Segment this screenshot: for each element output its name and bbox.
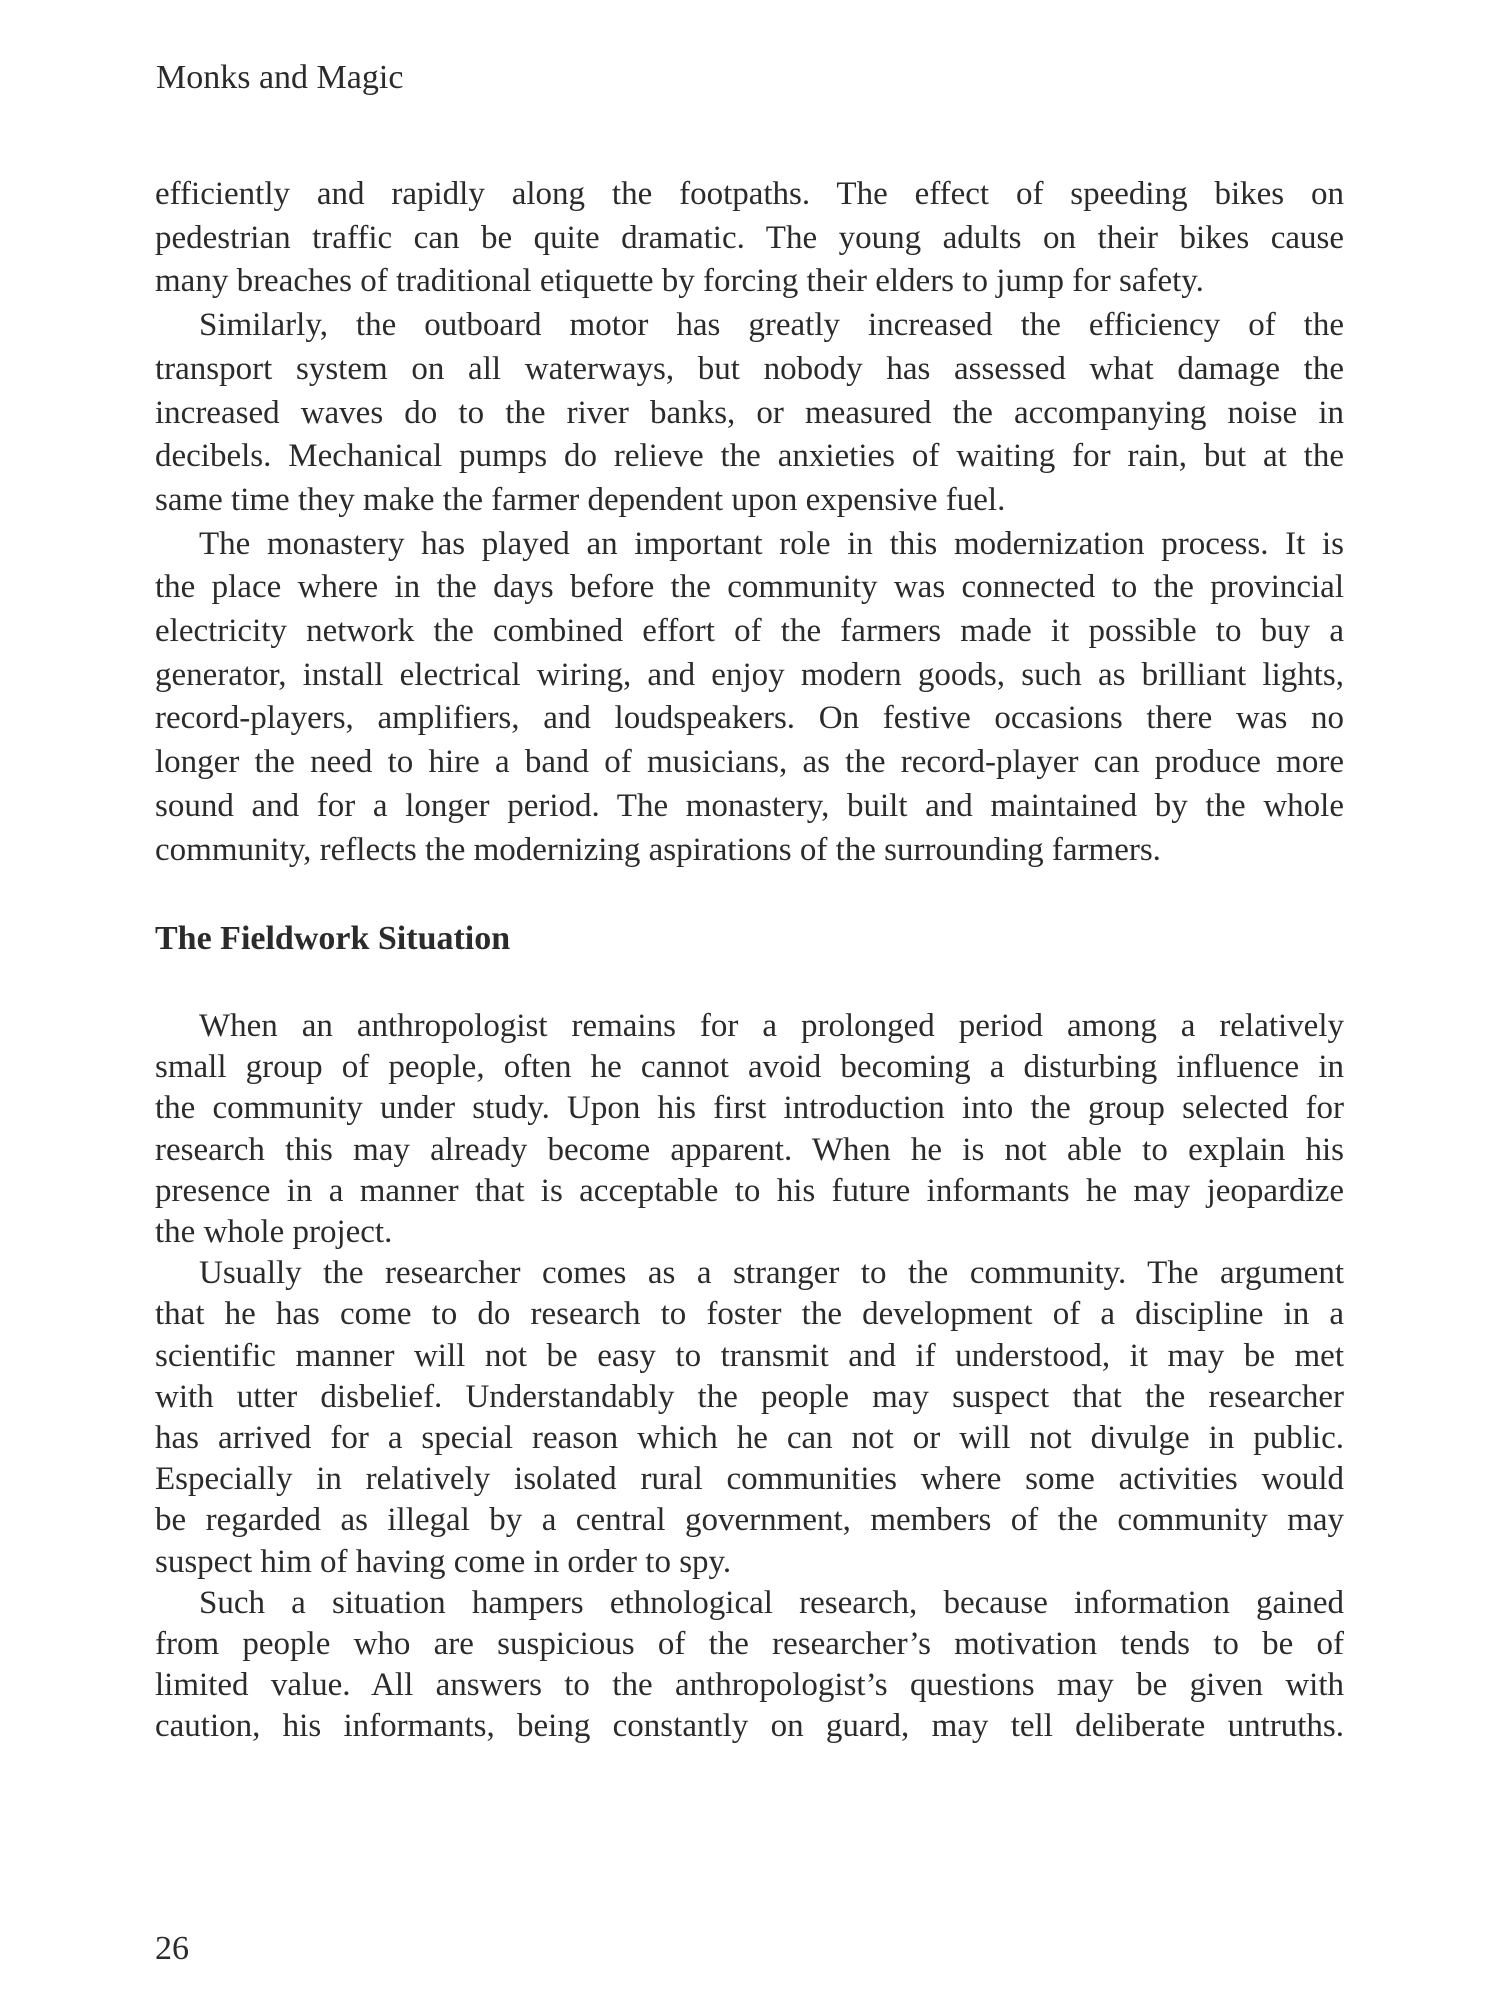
text-line: When an anthropologist remains for a prolonged period among a relatively <box>199 1008 1344 1044</box>
text-line: electricity network the combined effort of the farmers made it possible to buy a <box>155 613 1344 650</box>
text-line: longer the need to hire a band of musicians, as the record-player can produce more <box>155 744 1344 781</box>
text-line: small group of people, often he cannot avoid becoming a disturbing influence in <box>155 1049 1344 1086</box>
body-text-section-1 <box>155 173 1344 872</box>
text-line: record-players, amplifiers, and loudspeakers. On festive occasions there was no <box>155 700 1344 737</box>
paragraph <box>155 173 1344 304</box>
text-line: presence in a manner that is acceptable to his future informants he may jeopardize <box>155 1172 1344 1209</box>
text-line: efficiently and rapidly along the footpaths. The effect of speeding bikes on <box>155 176 1344 212</box>
paragraph <box>155 304 1344 523</box>
text-line: the community under study. Upon his first introduction into the group selected for <box>155 1090 1344 1127</box>
text-line: Such a situation hampers ethnological research, because information gained <box>199 1584 1344 1621</box>
text-line: caution, his informants, being constantly on guard, may tell deliberate untruths. <box>155 1708 1344 1745</box>
text-line: community, reflects the modernizing aspirations of the surrounding farmers. <box>155 831 1161 868</box>
section-heading: The Fieldwork Situation <box>155 920 511 957</box>
text-line: same time they make the farmer dependent upon expensive fuel. <box>155 481 1006 518</box>
paragraph <box>155 1253 1344 1583</box>
text-line: Especially in relatively isolated rural communities where some activities would <box>155 1461 1344 1498</box>
running-header: Monks and Magic <box>156 59 404 96</box>
text-line: that he has come to do research to foster the development of a discipline in a <box>155 1296 1344 1333</box>
text-line: from people who are suspicious of the researcher’s motivation tends to be of <box>155 1626 1344 1663</box>
text-line: many breaches of traditional etiquette by forcing their elders to jump for safety. <box>155 263 1204 300</box>
text-line: pedestrian traffic can be quite dramatic. The young adults on their bikes cause <box>155 219 1344 256</box>
page-number: 26 <box>155 1930 189 1967</box>
text-line: research this may already become apparent. When he is not able to explain his <box>155 1131 1344 1168</box>
body-text-section-2 <box>155 1006 1344 1748</box>
text-line: Usually the researcher comes as a stranger to the community. The argument <box>199 1255 1344 1292</box>
text-line: Similarly, the outboard motor has greatly increased the efficiency of the <box>199 307 1344 344</box>
text-line: generator, install electrical wiring, and enjoy modern goods, such as brilliant lights, <box>155 656 1344 693</box>
text-line: suspect him of having come in order to spy. <box>155 1543 732 1580</box>
paragraph <box>155 1006 1344 1253</box>
text-line: decibels. Mechanical pumps do relieve the anxieties of waiting for rain, but at the <box>155 438 1344 475</box>
text-line: the whole project. <box>155 1214 393 1251</box>
text-line: has arrived for a special reason which he can not or will not divulge in public. <box>155 1420 1344 1457</box>
text-line: limited value. All answers to the anthropologist’s questions may be given with <box>155 1667 1344 1704</box>
paragraph <box>155 1583 1344 1748</box>
paragraph <box>155 523 1344 873</box>
text-line: increased waves do to the river banks, or measured the accompanying noise in <box>155 394 1344 431</box>
text-line: transport system on all waterways, but nobody has assessed what damage the <box>155 350 1344 387</box>
text-line: scientific manner will not be easy to transmit and if understood, it may be met <box>155 1337 1344 1374</box>
text-line: sound and for a longer period. The monastery, built and maintained by the whole <box>155 787 1344 824</box>
text-line: be regarded as illegal by a central government, members of the community may <box>155 1502 1344 1539</box>
text-line: the place where in the days before the community was connected to the provincial <box>155 569 1344 606</box>
text-line: The monastery has played an important role in this modernization process. It is <box>199 525 1344 562</box>
text-line: with utter disbelief. Understandably the people may suspect that the researcher <box>155 1378 1344 1415</box>
